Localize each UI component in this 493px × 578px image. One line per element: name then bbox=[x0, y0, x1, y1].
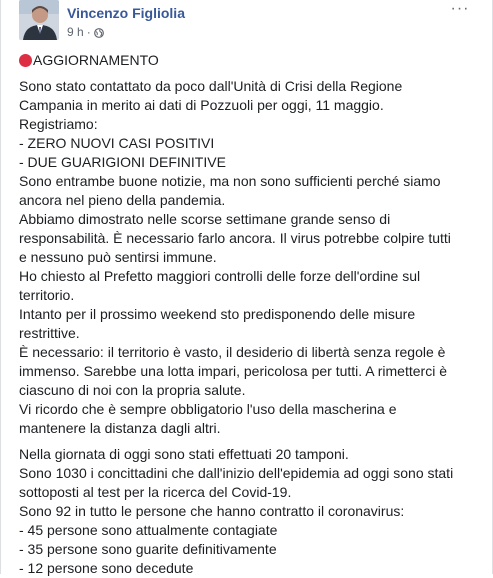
avatar[interactable] bbox=[19, 0, 59, 40]
post-line: e nessuno può sentirsi immune. bbox=[19, 249, 217, 265]
post-line: mantenere la distanza dagli altri. bbox=[19, 420, 221, 436]
paragraph-gap bbox=[19, 70, 479, 77]
post-heading bbox=[19, 51, 479, 70]
post-line: territorio. bbox=[19, 287, 75, 303]
post-paragraph-2 bbox=[19, 445, 479, 578]
post-line: immenso. Sarebbe una lotta impari, pericolosa per tutti. A rimetterci è bbox=[19, 363, 447, 379]
post-line: Intanto per il prossimo weekend sto predisponendo delle misure bbox=[19, 306, 416, 322]
post-line: responsabilità. È necessario farlo ancora. Il virus potrebbe colpire tutti bbox=[19, 230, 451, 246]
red-circle-icon bbox=[19, 54, 32, 67]
post-line: - 35 persone sono guarite definitivamente bbox=[19, 541, 277, 557]
globe-icon[interactable] bbox=[94, 27, 104, 37]
post-line: sottoposti al test per la ricerca del Covid-19. bbox=[19, 484, 292, 500]
post-line: È necessario: il territorio è vasto, il desiderio di libertà senza regole è bbox=[19, 344, 446, 360]
post-line: Abbiamo dimostrato nelle scorse settimane grande senso di bbox=[19, 211, 391, 227]
author-name[interactable]: Vincenzo Figliolia bbox=[67, 5, 185, 21]
paragraph-gap bbox=[19, 438, 479, 445]
post-line: Registriamo: bbox=[19, 116, 98, 132]
post-line: - DUE GUARIGIONI DEFINITIVE bbox=[19, 154, 226, 170]
post-paragraph-1 bbox=[19, 77, 479, 438]
post-line: ancora nel pieno della pandemia. bbox=[19, 192, 226, 208]
meta-separator: · bbox=[86, 25, 91, 39]
post-meta bbox=[67, 25, 104, 39]
post-line: Sono 1030 i concittadini che dall'inizio dell'epidemia ad oggi sono stati bbox=[19, 465, 454, 481]
post-header bbox=[19, 0, 492, 44]
post-line: Campania in merito ai dati di Pozzuoli per oggi, 11 maggio. bbox=[19, 97, 384, 113]
avatar-photo bbox=[19, 0, 59, 40]
post-heading-text: AGGIORNAMENTO bbox=[33, 52, 159, 68]
post-line: - ZERO NUOVI CASI POSITIVI bbox=[19, 135, 215, 151]
post-line: Ho chiesto al Prefetto maggiori controlli delle forze dell'ordine sul bbox=[19, 268, 421, 284]
post-time[interactable]: 9 h bbox=[67, 25, 84, 39]
post-line: - 12 persone sono decedute bbox=[19, 560, 194, 576]
more-options-icon[interactable]: ··· bbox=[450, 0, 470, 17]
post-line: Sono 92 in tutto le persone che hanno contratto il coronavirus: bbox=[19, 503, 405, 519]
post-body bbox=[19, 51, 479, 578]
post-line: Nella giornata di oggi sono stati effettuati 20 tamponi. bbox=[19, 446, 349, 462]
post-line: restrittive. bbox=[19, 325, 80, 341]
post-line: - 45 persone sono attualmente contagiate bbox=[19, 522, 278, 538]
post-line: Vi ricordo che è sempre obbligatorio l'uso della mascherina e bbox=[19, 401, 397, 417]
post-line: Sono stato contattato da poco dall'Unità di Crisi della Regione bbox=[19, 78, 403, 94]
post-line: ciascuno di noi con la propria salute. bbox=[19, 382, 246, 398]
post-line: Sono entrambe buone notizie, ma non sono sufficienti perché siamo bbox=[19, 173, 441, 189]
